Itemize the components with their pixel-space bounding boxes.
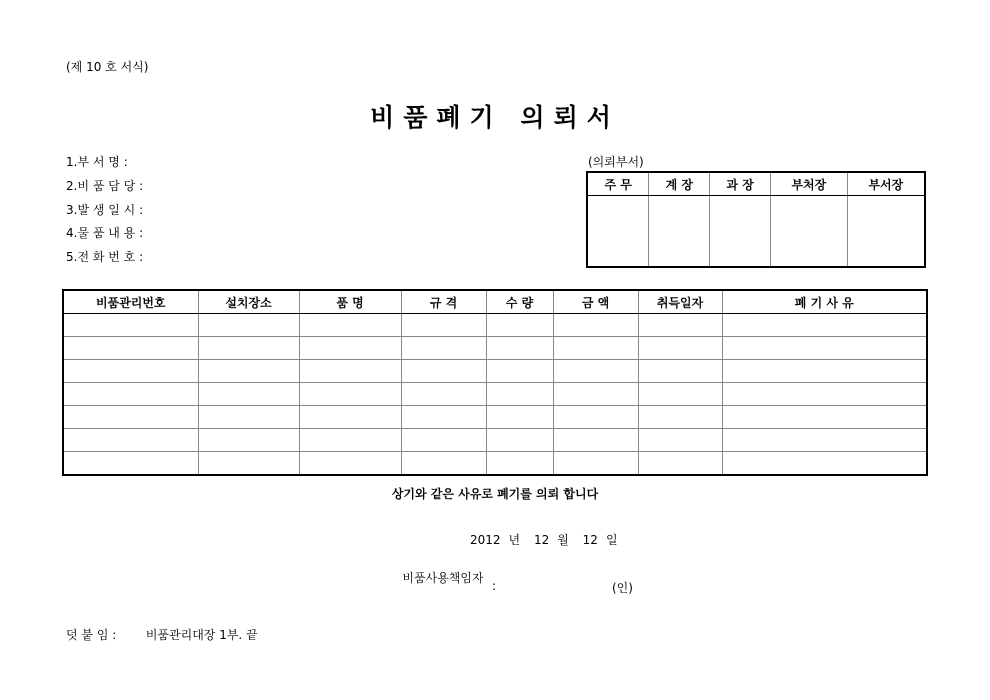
col-header-spec: 규 격 <box>401 290 486 314</box>
table-cell[interactable] <box>553 337 638 360</box>
signature-cell[interactable] <box>587 196 649 268</box>
table-cell[interactable] <box>553 314 638 337</box>
table-cell[interactable] <box>638 360 722 383</box>
table-cell[interactable] <box>198 452 299 476</box>
table-cell[interactable] <box>299 429 401 452</box>
table-cell[interactable] <box>486 383 553 406</box>
responsible-person-colon: : <box>492 579 497 593</box>
table-cell[interactable] <box>401 383 486 406</box>
table-cell[interactable] <box>553 452 638 476</box>
table-row <box>63 314 927 337</box>
field-occurrence-date-label: 3.발 생 일 시 <box>66 203 136 217</box>
approval-header: 부서장 <box>847 172 925 196</box>
table-cell[interactable] <box>63 360 198 383</box>
date-month-unit: 월 <box>557 533 569 547</box>
table-cell[interactable] <box>198 337 299 360</box>
table-row <box>63 452 927 476</box>
table-cell[interactable] <box>198 383 299 406</box>
table-cell[interactable] <box>638 429 722 452</box>
table-row <box>63 406 927 429</box>
table-cell[interactable] <box>299 337 401 360</box>
table-row <box>63 337 927 360</box>
table-cell[interactable] <box>722 337 927 360</box>
table-cell[interactable] <box>486 314 553 337</box>
field-equipment-manager <box>66 177 143 194</box>
approval-header: 부처장 <box>771 172 848 196</box>
table-cell[interactable] <box>553 406 638 429</box>
table-cell[interactable] <box>63 429 198 452</box>
form-number: (제 10 호 서식) <box>66 60 149 74</box>
col-header-location: 설치장소 <box>198 290 299 314</box>
table-cell[interactable] <box>486 360 553 383</box>
disposal-items-table <box>62 289 928 476</box>
table-cell[interactable] <box>722 406 927 429</box>
field-phone-number-colon: : <box>139 250 144 264</box>
table-row <box>63 429 927 452</box>
table-cell[interactable] <box>486 429 553 452</box>
table-cell[interactable] <box>401 452 486 476</box>
field-department-colon: : <box>123 155 128 169</box>
approval-signature-row <box>587 196 925 268</box>
field-occurrence-date-colon: : <box>139 203 144 217</box>
attachment-value: 비품관리대장 1부. 끝 <box>145 628 258 642</box>
table-cell[interactable] <box>401 360 486 383</box>
document-title: 비품폐기 의뢰서 <box>370 103 620 132</box>
approval-header: 주 무 <box>587 172 649 196</box>
table-cell[interactable] <box>401 314 486 337</box>
table-cell[interactable] <box>63 383 198 406</box>
field-item-details-colon: : <box>139 226 144 240</box>
table-cell[interactable] <box>722 429 927 452</box>
table-cell[interactable] <box>401 406 486 429</box>
table-cell[interactable] <box>638 337 722 360</box>
table-cell[interactable] <box>722 452 927 476</box>
date-month: 12 <box>533 533 550 547</box>
date-day-unit: 일 <box>605 533 618 547</box>
table-cell[interactable] <box>638 406 722 429</box>
table-cell[interactable] <box>299 314 401 337</box>
table-cell[interactable] <box>638 314 722 337</box>
attachment-line <box>66 626 258 643</box>
responsible-person-label: 비품사용책임자 <box>402 571 484 585</box>
table-cell[interactable] <box>553 383 638 406</box>
table-cell[interactable] <box>722 314 927 337</box>
field-phone-number-label: 5.전 화 번 호 <box>66 250 136 264</box>
table-cell[interactable] <box>299 406 401 429</box>
signature-cell[interactable] <box>710 196 771 268</box>
col-header-item-name: 품 명 <box>299 290 401 314</box>
table-cell[interactable] <box>638 452 722 476</box>
table-cell[interactable] <box>198 406 299 429</box>
col-header-acquired-date: 취득일자 <box>638 290 722 314</box>
col-header-amount: 금 액 <box>553 290 638 314</box>
table-cell[interactable] <box>63 337 198 360</box>
field-item-details <box>66 224 143 241</box>
table-cell[interactable] <box>299 452 401 476</box>
table-cell[interactable] <box>722 360 927 383</box>
requesting-dept-label: (의뢰부서) <box>588 155 644 169</box>
table-row <box>63 383 927 406</box>
request-date <box>470 531 626 548</box>
seal-mark: (인) <box>612 581 633 595</box>
table-cell[interactable] <box>722 383 927 406</box>
table-cell[interactable] <box>401 429 486 452</box>
table-cell[interactable] <box>486 452 553 476</box>
table-cell[interactable] <box>198 429 299 452</box>
approval-header: 계 장 <box>649 172 710 196</box>
table-cell[interactable] <box>401 337 486 360</box>
table-cell[interactable] <box>63 406 198 429</box>
attachment-label: 덧 붙 임 : <box>66 628 117 642</box>
approval-header: 과 장 <box>710 172 771 196</box>
table-cell[interactable] <box>63 314 198 337</box>
field-occurrence-date <box>66 201 143 218</box>
table-row <box>63 360 927 383</box>
table-cell[interactable] <box>198 314 299 337</box>
col-header-disposal-reason: 폐 기 사 유 <box>722 290 927 314</box>
date-year: 2012 <box>470 533 501 547</box>
table-cell[interactable] <box>553 360 638 383</box>
request-note: 상기와 같은 사유로 폐기를 의뢰 합니다 <box>391 487 599 501</box>
table-cell[interactable] <box>198 360 299 383</box>
table-cell[interactable] <box>553 429 638 452</box>
signature-cell[interactable] <box>771 196 848 268</box>
approval-header-row <box>587 172 925 196</box>
approval-table <box>586 171 926 268</box>
date-day: 12 <box>582 533 598 547</box>
table-header-row <box>63 290 927 314</box>
table-cell[interactable] <box>299 360 401 383</box>
field-equipment-manager-colon: : <box>139 179 144 193</box>
field-department-label: 1.부 서 명 <box>66 155 120 169</box>
field-equipment-manager-label: 2.비 품 담 당 <box>66 179 136 193</box>
signature-cell[interactable] <box>649 196 710 268</box>
col-header-quantity: 수 량 <box>486 290 553 314</box>
col-header-asset-number: 비품관리번호 <box>63 290 198 314</box>
table-cell[interactable] <box>63 452 198 476</box>
table-cell[interactable] <box>486 406 553 429</box>
table-cell[interactable] <box>299 383 401 406</box>
table-cell[interactable] <box>486 337 553 360</box>
field-phone-number <box>66 248 143 265</box>
table-cell[interactable] <box>638 383 722 406</box>
date-year-unit: 년 <box>508 533 521 547</box>
signature-cell[interactable] <box>847 196 925 268</box>
field-department <box>66 153 128 170</box>
field-item-details-label: 4.물 품 내 용 <box>66 226 136 240</box>
